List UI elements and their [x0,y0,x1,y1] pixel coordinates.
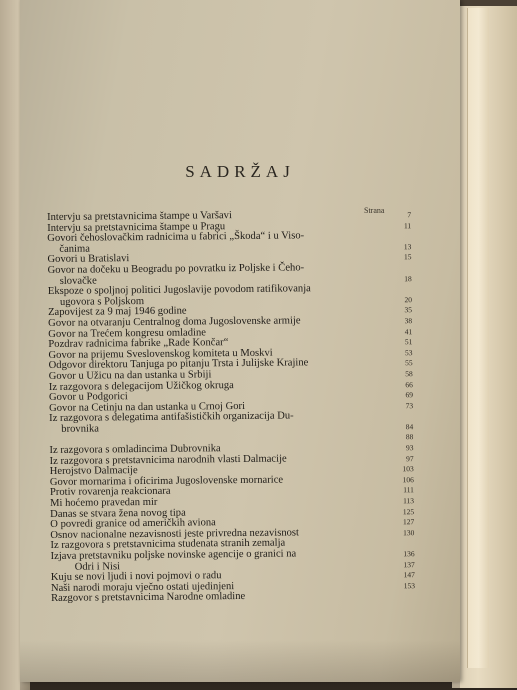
toc-entry-title: Govor mornarima i oficirima Jugoslovenske mornarice [49,474,284,488]
toc-entry-page: 20 [404,294,412,305]
toc-entry-title: Odri i Nisi [74,560,121,573]
toc-entry-page: 38 [404,316,413,326]
toc-entry-title: Intervju sa pretstavnicima štampe u Varšavi [46,210,232,223]
toc-entry-title: Govor u Užicu na dan ustanka u Srbiji [48,369,212,382]
toc-entry-title: Govor na Trećem kongresu omladine [48,326,207,340]
toc-entry-title: slovačke [59,275,97,287]
toc-entry-title: Intervju sa pretstavnicima štampe u Pragu [47,220,226,234]
toc-entry-page: 11 [403,220,412,230]
toc-entry-title: Osnov nacionalne nezavisnosti jeste privredna nezavisnost [50,527,300,541]
toc-entry-page: 113 [403,496,415,506]
toc-entry-page: 93 [405,443,414,453]
toc-entry-title: Iz razgovora s delegatima antifašističkih organizacija Du- [49,410,294,425]
table-of-contents [46,209,415,605]
toc-entry-page: 15 [403,252,412,262]
toc-entry-title: Govor u Podgorici [48,391,128,404]
page-bottom-shadow [20,640,460,690]
toc-entry-title: Herojstvo Dalmacije [49,465,138,478]
toc-entry-title: Govori u Bratislavi [47,253,130,266]
toc-entry-title: Pozdrav radnicima fabrike „Rade Končar“ [48,337,229,351]
toc-entry-page: 35 [404,305,413,315]
toc-entry-page: 88 [405,432,414,442]
toc-entry-title: Govori čehoslovačkim radnicima u fabrici „Škoda“ i u Viso- [47,230,305,245]
page-column-label: Strana [364,206,385,215]
toc-entry-page: 125 [402,506,415,516]
toc-entry-title: Ekspoze o spoljnoj politici Jugoslavije povodom ratifikovanja [47,283,311,298]
toc-entry-page: 18 [404,273,412,283]
toc-entry-title: Govor na Cetinju na dan ustanka u Crnoj Gori [48,400,246,414]
toc-entry-page: 147 [403,570,415,580]
toc-entry-title: ugovora s Poljskom [59,295,145,308]
toc-entry-title: Govor na dočeku u Beogradu po povratku iz Poljske i Čeho- [47,262,305,276]
toc-entry-page: 137 [403,559,415,569]
toc-entry-page: 55 [405,358,413,368]
toc-entry-title: Kuju se novi ljudi i novi pojmovi o radu [50,570,222,584]
toc-entry-title: Iz razgovora s delegacijom Užičkog okruga [48,379,234,393]
toc-entry-page: 84 [405,422,414,432]
toc-entry-page: 97 [406,453,414,463]
toc-entry-page: 53 [404,347,413,357]
toc-entry-page: 111 [403,485,414,495]
toc-entry-title: Iz razgovora s pretstavnicima narodnih vlasti Dalmacije [49,453,287,467]
toc-entry-page: 127 [402,517,415,527]
toc-entry-page: 66 [405,379,413,389]
toc-entry-page: 69 [405,390,413,400]
toc-entry-page: 58 [405,369,413,379]
contents-heading: SADRŽAJ [185,162,295,181]
toc-entry-title: Iz razgovora s pretstavnicima studenata stranih zemalja [50,537,286,552]
toc-entry-page: 153 [403,580,415,591]
toc-entry-title: čanima [59,243,91,255]
toc-entry-title: Mi hoćemo pravedan mir [49,496,158,510]
toc-entry-title: Zapovijest za 9 maj 1946 godine [47,305,187,319]
toc-entry-title: Protiv rovarenja reakcionara [49,486,171,499]
toc-entry-title: Danas se stvara žena novog tipa [50,507,186,520]
toc-entry-page: 13 [403,241,412,252]
toc-entry-page: 73 [405,400,414,410]
toc-entry-page: 7 [407,210,412,220]
toc-entry-title: Iz razgovora s omladincima Dubrovnika [49,443,221,457]
toc-entry-title: Razgovor s pretstavnicima Narodne omladine [50,591,246,605]
toc-entry-title: Govor na otvaranju Centralnog doma Jugoslovenske armije [48,315,301,329]
toc-entry-page: 106 [402,475,414,485]
toc-entry-title: Izjava pretstavniku poljske novinske agencije o granici na [50,548,297,562]
toc-entry-page: 130 [403,527,415,538]
toc-entry-title: Govor na prijemu Sveslovenskog komiteta u Moskvi [48,347,273,361]
toc-entry-title: Odgovor direktoru Tanjuga po pitanju Trsta i Julijske Krajine [48,357,309,372]
book-cover-spine [467,8,489,668]
toc-entry-title: O povredi granice od američkih aviona [50,517,216,531]
toc-entry-page: 51 [404,337,413,347]
toc-entry-title: Naši narodi moraju vječno ostati ujedinjeni [50,580,235,594]
toc-entry-page: 41 [404,326,413,336]
toc-entry-title: brovnika [61,423,99,435]
toc-entry-page: 136 [403,549,415,559]
toc-entry-page: 103 [402,464,414,474]
